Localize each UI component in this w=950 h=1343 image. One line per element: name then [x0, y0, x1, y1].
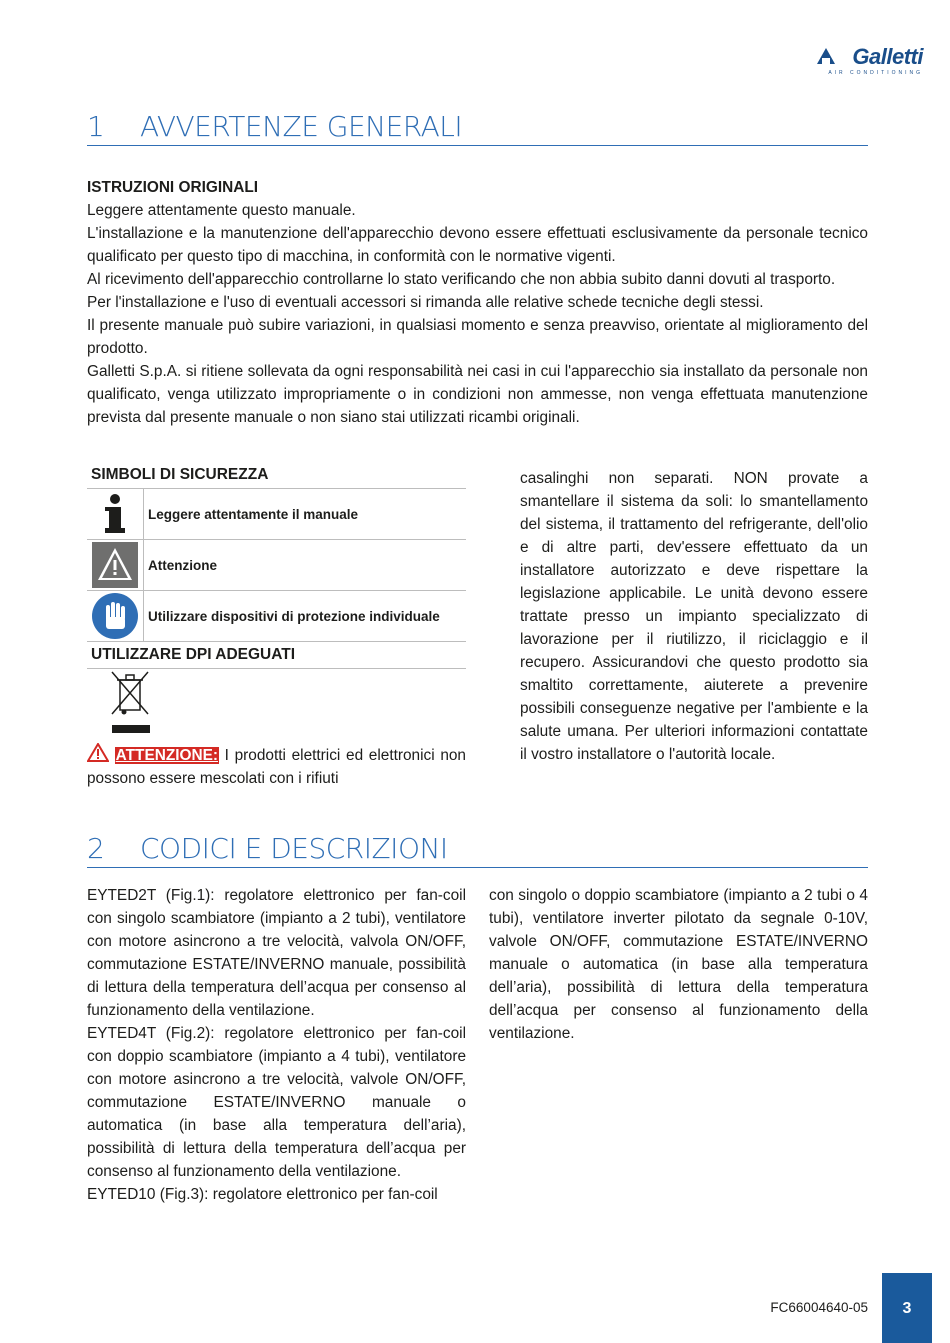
ppe-heading: UTILIZZARE DPI ADEGUATI — [87, 642, 466, 669]
section-number: 2 — [87, 832, 105, 865]
paragraph: Per l'installazione e l'uso di eventuali accessori si rimanda alle relative schede tecniche degli stessi. — [87, 294, 764, 311]
safety-symbol-row — [87, 540, 466, 591]
warning-label: ATTENZIONE: — [115, 747, 218, 764]
safety-symbols-table — [87, 462, 466, 669]
document-code: FC66004640-05 — [770, 1300, 868, 1315]
section-heading: AVVERTENZE GENERALI — [140, 110, 463, 143]
safety-symbol-label: Attenzione — [148, 557, 217, 573]
crossed-bin-icon — [108, 668, 154, 734]
paragraph: Al ricevimento dell'apparecchio controllarne lo stato verificando che non abbia subito danni dovuti al trasporto. — [87, 271, 836, 288]
galletti-logo-mark-icon — [817, 48, 835, 64]
warning-triangle-icon — [87, 743, 109, 762]
paragraph: Galletti S.p.A. si ritiene sollevata da ogni responsabilità nei casi in cui l'apparecchio sia installato da personale non qualificato, venga utilizzato impropriamente o in condizioni non ammesse, non venga effettuata manutenzione prevista dal presente manuale o non siano stai utilizzati ricambi originali. — [87, 363, 868, 426]
safety-symbols-heading: SIMBOLI DI SICUREZZA — [87, 462, 466, 489]
general-warnings-text — [87, 176, 868, 429]
disposal-text-left: I prodotti elettrici ed elettronici non possono essere mescolati con i rifiuti — [87, 747, 466, 787]
galletti-logo — [813, 44, 923, 80]
gloves-icon — [92, 593, 138, 639]
section-2-title — [87, 832, 868, 868]
paragraph: Il presente manuale può subire variazioni, in qualsiasi momento e senza preavviso, orientate al miglioramento del prodotto. — [87, 317, 868, 357]
info-icon — [103, 494, 127, 534]
paragraph: EYTED10 (Fig.3): regolatore elettronico per fan-coil — [87, 1186, 438, 1203]
safety-symbol-row — [87, 489, 466, 540]
section-number: 1 — [87, 110, 105, 143]
codes-right-column: con singolo o doppio scambiatore (impianto a 2 tubi o 4 tubi), ventilatore inverter pilotato da segnale 0-10V, valvole ON/OFF, commutazione ESTATE/INVERNO manuale o automatica (in base alla temperatura dell’aria), possibilità di lettura della temperatura dell’acqua per consenso al funzionamento della ventilazione. — [489, 887, 868, 1042]
safety-symbol-row — [87, 591, 466, 642]
paragraph: L'installazione e la manutenzione dell'apparecchio devono essere effettuati esclusivamente da personale tecnico qualificato per questo tipo di macchina, in conformità con le normative vigenti. — [87, 225, 868, 265]
disposal-warning — [87, 743, 466, 790]
original-instructions-heading: ISTRUZIONI ORIGINALI — [87, 179, 259, 196]
paragraph: EYTED4T (Fig.2): regolatore elettronico per fan-coil con doppio scambiatore (impianto a 4 tubi), ventilatore con motore asincrono a tre velocità, valvole ON/OFF, commutazione ESTATE/INVERNO manuale o automatica (in base alla temperatura dell’aria), possibilità di lettura della temperatura dell’acqua per consenso al funzionamento della ventilazione. — [87, 1025, 466, 1180]
section-heading: CODICI E DESCRIZIONI — [140, 832, 448, 865]
logo-tagline: AIR CONDITIONING — [828, 70, 923, 76]
page-number: 3 — [882, 1273, 932, 1343]
safety-symbol-label: Utilizzare dispositivi di protezione individuale — [148, 608, 440, 624]
paragraph: EYTED2T (Fig.1): regolatore elettronico per fan-coil con singolo scambiatore (impianto a 2 tubi), ventilatore con motore asincrono a tre velocità, valvola ON/OFF, commutazione ESTATE/INVERNO manuale, possibilità di lettura della temperatura dell’acqua per consenso al funzionamento della ventilazione. — [87, 887, 466, 1019]
logo-text: Galletti — [852, 44, 923, 69]
safety-symbol-label: Leggere attentamente il manuale — [148, 506, 359, 522]
section-1-title — [87, 110, 868, 146]
warning-icon — [92, 542, 138, 588]
paragraph: Leggere attentamente questo manuale. — [87, 202, 356, 219]
codes-left-column — [87, 884, 466, 1206]
disposal-text-right: casalinghi non separati. NON provate a smantellare il sistema da soli: lo smantellamento del sistema, il trattamento del refrigerante, dell'olio e di altre parti, dev'essere effettuato da un installatore autorizzato e deve rispettare la legislazione applicabile. Le unità devono essere trattate presso un impianto specializzato di lavorazione per il riutilizzo, il riciclaggio e il recupero. Assicurandovi che questo prodotto sia smaltito correttamente, aiuterete a prevenire possibili conseguenze negative per l'ambiente e la salute umana. Per ulteriori informazioni contattate il vostro installatore o l'autorità locale. — [520, 470, 868, 763]
